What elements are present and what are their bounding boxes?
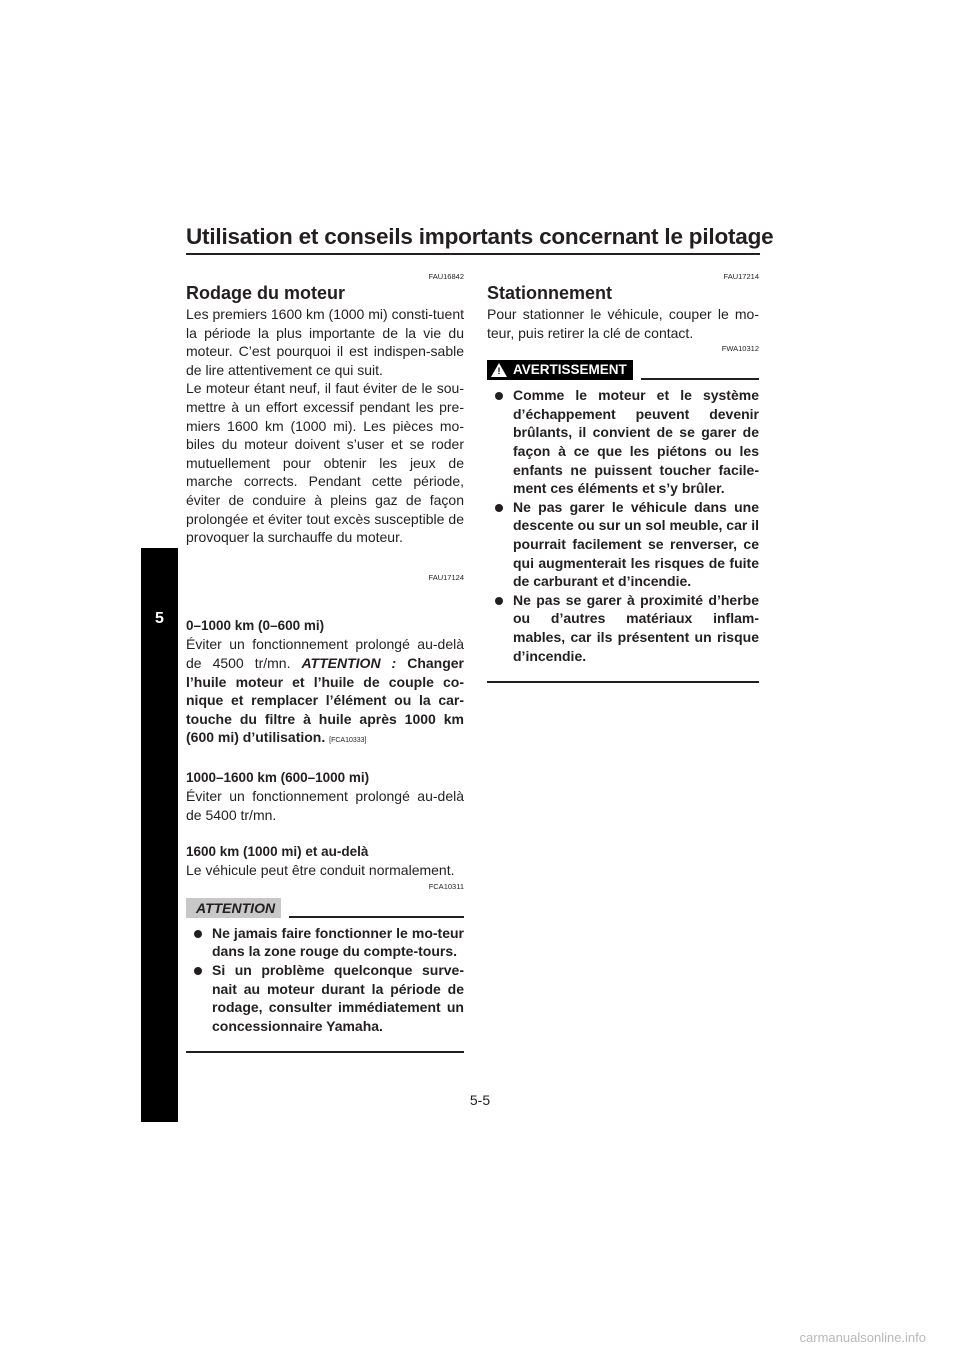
warning-label <box>487 360 633 380</box>
warning-label-text: AVERTISSEMENT <box>513 362 627 378</box>
warning-triangle-icon: ! <box>491 363 507 377</box>
attention-rule <box>289 916 464 918</box>
park-paragraph: Pour stationner le véhicule, couper le mo-teur, puis retirer la clé de contact. <box>487 306 759 341</box>
attention-list <box>186 924 464 1036</box>
warning-code: FWA10312 <box>721 344 759 354</box>
stage1-paragraph <box>186 635 464 751</box>
warning-list <box>487 386 759 665</box>
warning-item: Ne pas garer le véhicule dans une descente ou sur un sol meuble, car il pourrait facilement se renverser, ce qui augmenterait les risques de fuite de carburant et d’incendie. <box>487 498 759 591</box>
page-title: Utilisation et conseils importants concernant le pilotage <box>186 224 774 249</box>
rodage-paragraph-2: Le moteur étant neuf, il faut éviter de le sou-mettre à un effort excessif pendant les pre-miers 1600 km (1000 mi). Les pièces mo-biles du moteur doivent s’user et se roder mutuellement pour obtenir les jeux de marche corrects. Pendant cette période, éviter de conduire à pleins gaz de façon prolongée et éviter tout excès susceptible de provoquer la surchauffe du moteur. <box>186 380 464 546</box>
left-column <box>186 272 464 1053</box>
attention-label: ATTENTION <box>186 898 281 918</box>
right-column <box>487 272 759 683</box>
stage3-text: Le véhicule peut être conduit normalement. <box>186 862 455 879</box>
header-rule <box>186 253 760 255</box>
attention-box <box>186 894 464 1054</box>
stage1-text: Éviter un fonctionnement prolongé au-delà de 4500 tr/mn. <box>186 636 464 671</box>
section-title-rodage: Rodage du moteur <box>186 283 346 303</box>
attention-item: Ne jamais faire fonctionner le mo-teur dans la zone rouge du compte-tours. <box>186 924 464 961</box>
stage2-title: 1000–1600 km (600–1000 mi) <box>186 769 370 785</box>
stage1-ref: [FCA10333] <box>329 737 367 745</box>
chapter-tab <box>141 548 178 1122</box>
warning-end-rule <box>487 681 759 683</box>
rodage-paragraph-1: Les premiers 1600 km (1000 mi) consti-tuent la période la plus importante de la vie du moteur. C’est pourquoi il est indispen-sable de lire attentivement ce qui suit. <box>186 306 464 378</box>
warning-box <box>487 356 759 683</box>
stage2-text: Éviter un fonctionnement prolongé au-delà de 5400 tr/mn. <box>186 788 464 824</box>
stage1-title: 0–1000 km (0–600 mi) <box>186 617 325 633</box>
stage1-attention-text: Changer l’huile moteur et l’huile de couple co-nique et remplacer l’élément ou la car-touche du filtre à huile après 1000 km (600 mi) d’utilisation. <box>186 654 465 746</box>
stage3-title: 1600 km (1000 mi) et au-delà <box>186 843 369 859</box>
warning-item: Ne pas se garer à proximité d’herbe ou d’autres matériaux inflam-mables, car ils présentent un risque d’incendie. <box>487 591 759 665</box>
attention-code: FCA10311 <box>428 881 464 891</box>
warning-rule <box>641 378 759 380</box>
page-number: 5-5 <box>469 1092 491 1108</box>
section-code: FAU16842 <box>428 272 464 281</box>
section-title-stationnement: Stationnement <box>487 283 613 303</box>
section-code: FAU17214 <box>723 272 759 281</box>
stage-code: FAU17124 <box>428 572 464 582</box>
warning-item: Comme le moteur et le système d’échappement peuvent devenir brûlants, il convient de se garer de façon à ce que les piétons ou les enfants ne puissent toucher facile-ment ces éléments et s’y brûler. <box>487 386 759 498</box>
watermark: carmanualsonline.info <box>799 1330 926 1345</box>
attention-item: Si un problème quelconque surve-nait au moteur durant la période de rodage, consulter immédiatement un concessionnaire Yamaha. <box>186 961 464 1035</box>
attention-end-rule <box>186 1051 464 1053</box>
chapter-number: 5 <box>155 610 164 627</box>
stage1-attention-label: ATTENTION : <box>301 654 397 671</box>
